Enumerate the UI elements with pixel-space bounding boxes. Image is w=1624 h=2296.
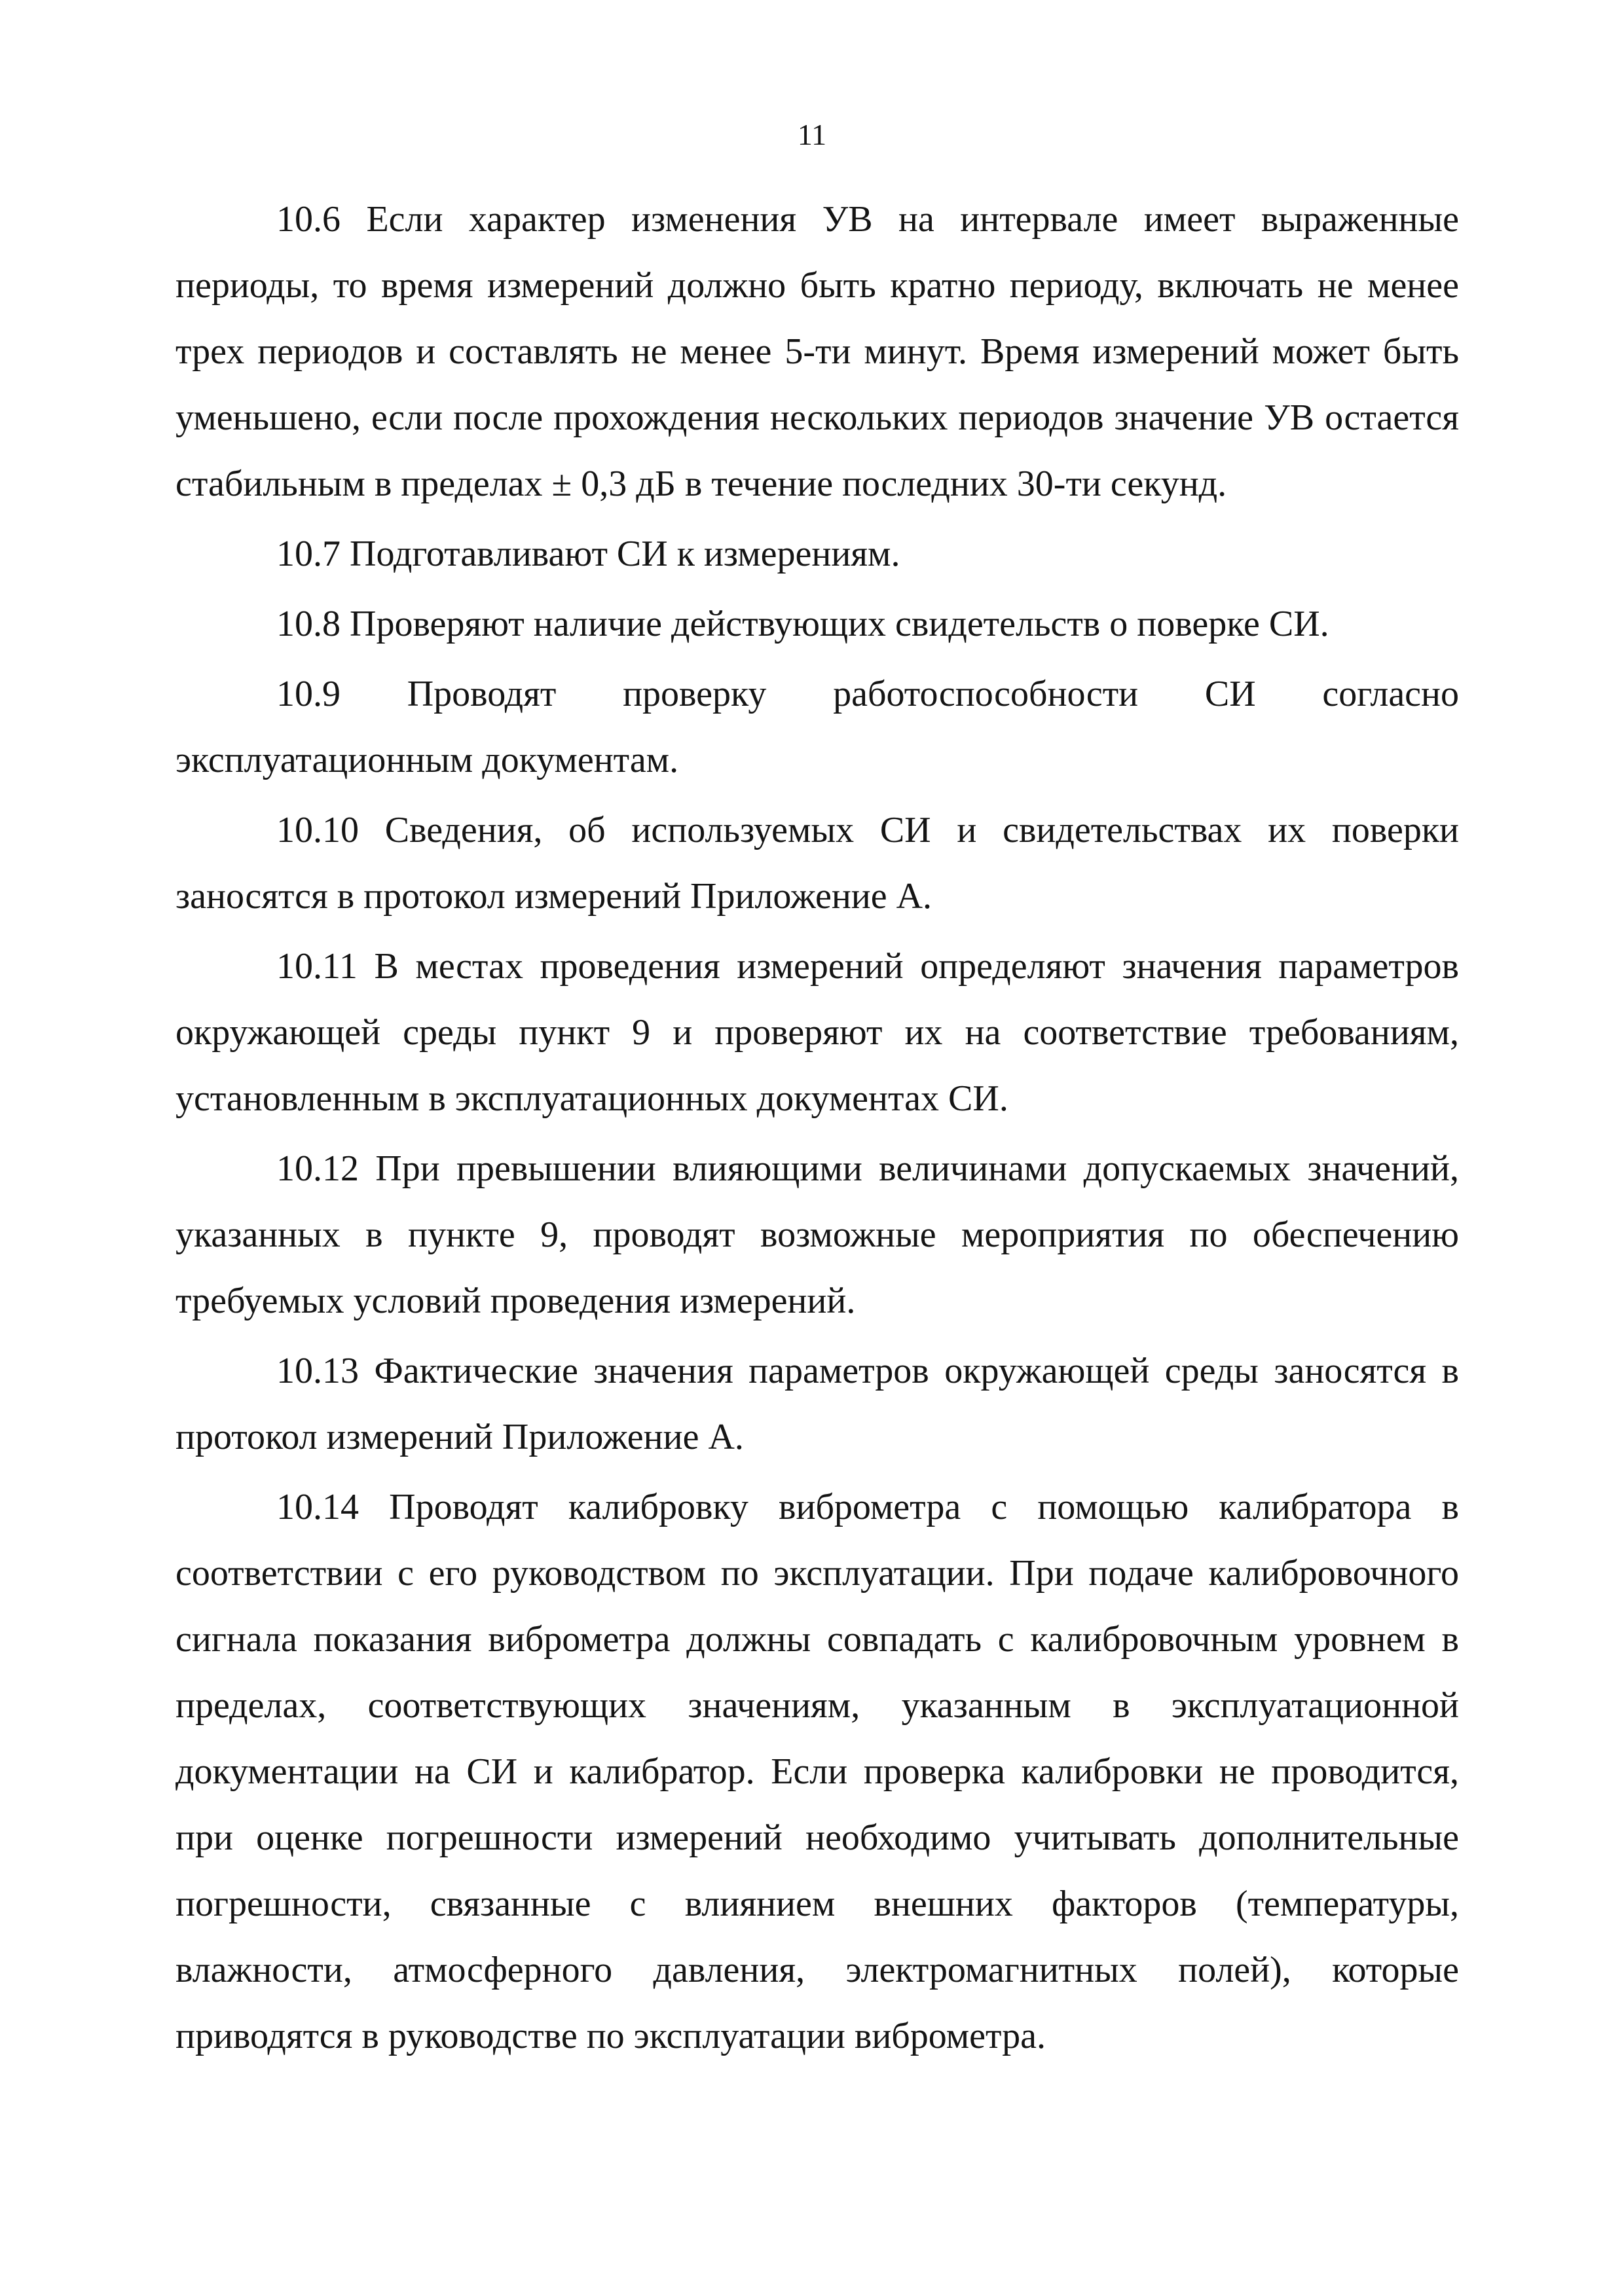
paragraph-number: 10.10 xyxy=(276,810,359,850)
paragraph-10-10 xyxy=(175,797,1459,930)
paragraph-number: 10.9 xyxy=(276,674,341,714)
paragraph-text: Сведения, об используемых СИ и свидетельствах их поверки заносятся в протокол измерений Приложение А. xyxy=(175,810,1460,917)
paragraph-number: 10.12 xyxy=(276,1148,359,1189)
paragraph-10-11 xyxy=(175,934,1459,1132)
paragraph-10-14 xyxy=(175,1474,1459,2069)
paragraph-number: 10.14 xyxy=(276,1487,359,1527)
paragraph-number: 10.13 xyxy=(276,1351,359,1391)
paragraph-10-7 xyxy=(175,521,1459,587)
paragraph-text: Проводят проверку работоспособности СИ согласно эксплуатационным документам. xyxy=(175,674,1459,780)
paragraph-text: Проводят калибровку виброметра с помощью калибратора в соответствии с его руководством по эксплуатации. При подаче калибровочного сигнала показания виброметра должны совпадать с калибровочным уровнем в пределах, соответствующих значениям, указанным в эксплуатационной документации на СИ и калибратор. Если проверка калибровки не проводится, при оценке погрешности измерений необходимо учитывать дополнительные погрешности, связанные с влиянием внешних факторов (температуры, влажности, атмосферного давления, электромагнитных полей), которые приводятся в руководстве по эксплуатации виброметра. xyxy=(175,1487,1460,2056)
paragraph-10-12 xyxy=(175,1136,1459,1334)
paragraph-10-13 xyxy=(175,1338,1459,1470)
paragraph-10-9 xyxy=(175,661,1459,793)
paragraph-text: Проверяют наличие действующих свидетельств о поверке СИ. xyxy=(350,604,1329,644)
paragraph-number: 10.6 xyxy=(276,199,341,240)
paragraph-10-8 xyxy=(175,591,1459,657)
document-body xyxy=(175,187,1459,2073)
paragraph-text: В местах проведения измерений определяют значения параметров окружающей среды пункт 9 и проверяют их на соответствие требованиям, установленным в эксплуатационных документах СИ. xyxy=(175,946,1460,1119)
paragraph-text: Если характер изменения УВ на интервале имеет выраженные периоды, то время измерений должно быть кратно периоду, включать не менее трех периодов и составлять не менее 5-ти минут. Время измерений может быть уменьшено, если после прохождения нескольких периодов значение УВ остается стабильным в пределах ± 0,3 дБ в течение последних 30-ти секунд. xyxy=(175,199,1459,504)
paragraph-text: При превышении влияющими величинами допускаемых значений, указанных в пункте 9, проводят возможные мероприятия по обеспечению требуемых условий проведения измерений. xyxy=(175,1148,1459,1321)
page-number: 11 xyxy=(797,118,827,151)
paragraph-number: 10.8 xyxy=(276,604,341,644)
paragraph-number: 10.11 xyxy=(276,946,358,987)
paragraph-text: Фактические значения параметров окружающей среды заносятся в протокол измерений Приложение А. xyxy=(175,1351,1459,1457)
paragraph-text: Подготавливают СИ к измерениям. xyxy=(350,534,900,574)
paragraph-number: 10.7 xyxy=(276,534,341,574)
paragraph-10-6 xyxy=(175,187,1459,517)
